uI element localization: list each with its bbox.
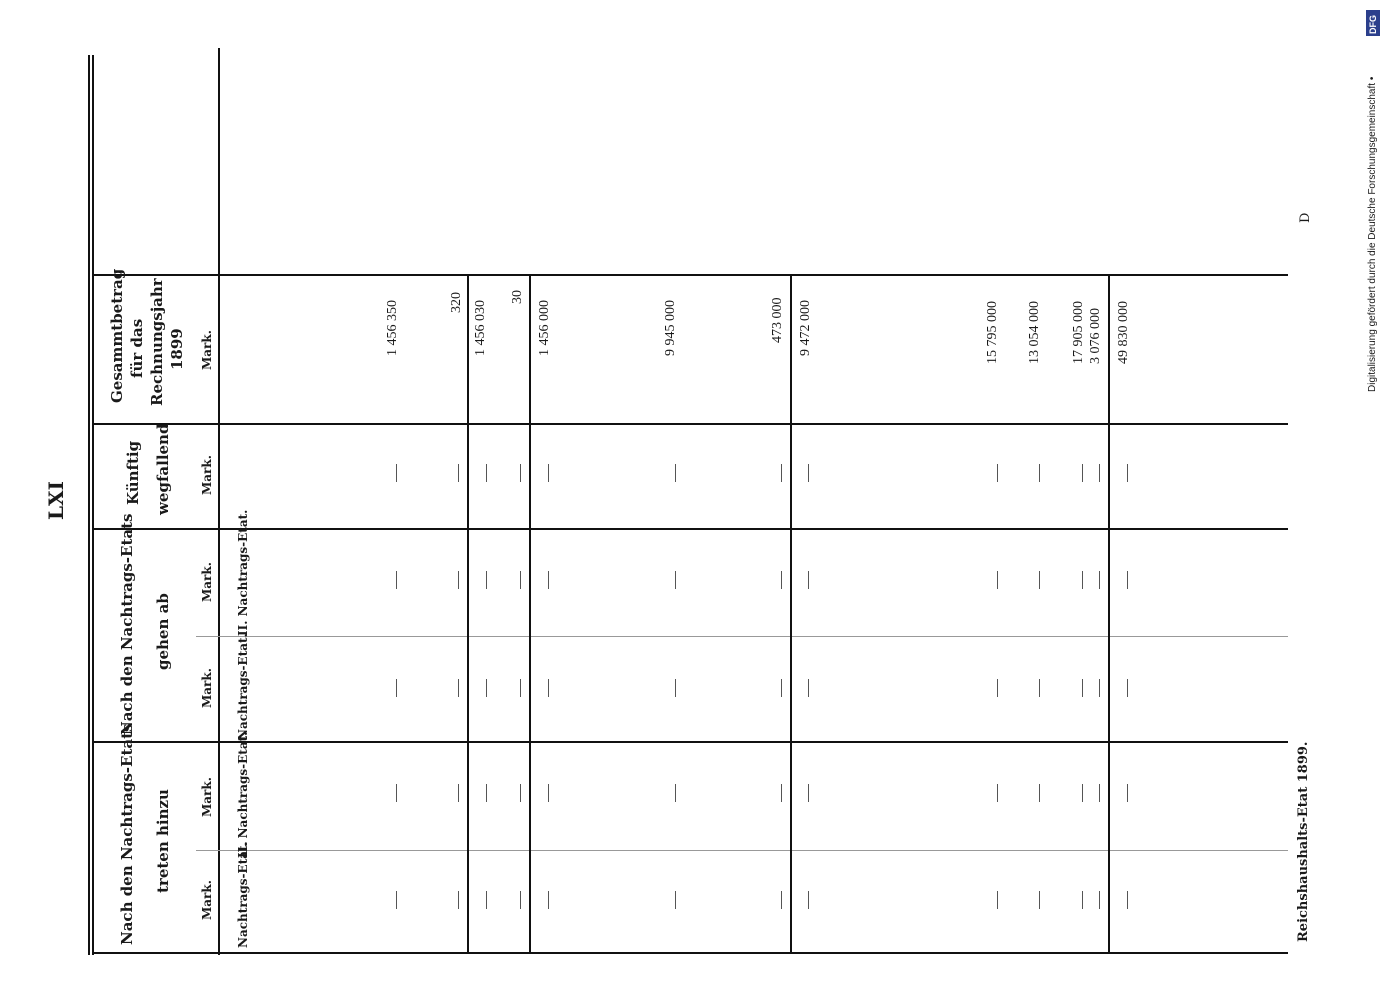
empty-cell-dash [396,679,397,697]
empty-cell-dash [458,679,459,697]
empty-cell-dash [396,784,397,802]
value-cell: 15 795 000 [985,301,1000,364]
empty-cell-dash [997,464,998,482]
empty-cell-dash [1082,571,1083,589]
value-cell: 320 [449,292,464,313]
header-ab-line2: gehen ab [154,593,172,670]
empty-cell-dash [486,679,487,697]
empty-cell-dash [458,891,459,909]
unit-hinzu-1: Mark. [200,880,214,920]
empty-cell-dash [458,571,459,589]
empty-cell-dash [1039,784,1040,802]
empty-cell-dash [781,891,782,909]
empty-cell-dash [675,464,676,482]
value-cell: 30 [510,290,525,304]
empty-cell-dash [808,891,809,909]
value-cell: 1 456 350 [385,300,400,356]
dfg-logo [1366,10,1380,36]
empty-cell-dash [1039,571,1040,589]
value-cell: 473 000 [770,297,785,343]
table-left-border-inner [92,55,94,955]
empty-cell-dash [675,784,676,802]
empty-cell-dash [1099,784,1100,802]
header-gesamt-line4: 1899 [168,328,186,370]
unit-kuenftig: Mark. [200,455,214,495]
header-gesamt-line3: Rechnungsjahr [148,278,166,406]
header-hinzu-line1: Nach den Nachtrags-Etats [118,723,136,945]
unit-ab-1: Mark. [200,668,214,708]
value-cell: 13 054 000 [1027,301,1042,364]
subheader-hinzu-1: Nachtrags-Etat. [236,841,250,948]
empty-cell-dash [520,784,521,802]
empty-cell-dash [520,679,521,697]
header-hinzu-line2: treten hinzu [154,789,172,893]
subheader-hinzu-2: II. Nachtrags-Etat. [236,731,250,858]
empty-cell-dash [548,571,549,589]
subcol-sep-hinzu [196,850,1288,851]
empty-cell-dash [396,891,397,909]
empty-cell-dash [997,571,998,589]
page-number: LXI [44,481,68,520]
unit-hinzu-2: Mark. [200,777,214,817]
empty-cell-dash [486,784,487,802]
empty-cell-dash [548,891,549,909]
empty-cell-dash [1099,464,1100,482]
subheader-ab-2: II. Nachtrags-Etat. [236,509,250,636]
header-body-separator [218,48,220,955]
empty-cell-dash [997,679,998,697]
header-ab-line1: Nach den Nachtrags-Etats [118,513,136,735]
empty-cell-dash [1039,891,1040,909]
empty-cell-dash [1082,679,1083,697]
empty-cell-dash [458,464,459,482]
value-cell: 3 076 000 [1088,308,1103,364]
empty-cell-dash [675,571,676,589]
empty-cell-dash [548,679,549,697]
empty-cell-dash [1127,464,1128,482]
empty-cell-dash [1039,464,1040,482]
empty-cell-dash [808,784,809,802]
empty-cell-dash [520,571,521,589]
empty-cell-dash [781,679,782,697]
empty-cell-dash [781,464,782,482]
empty-cell-dash [1039,679,1040,697]
empty-cell-dash [486,891,487,909]
value-cell: 1 456 030 [473,300,488,356]
empty-cell-dash [1099,571,1100,589]
empty-cell-dash [1127,679,1128,697]
section-line-4 [1108,276,1110,954]
empty-cell-dash [548,784,549,802]
subcol-sep-ab [196,636,1288,637]
empty-cell-dash [1127,891,1128,909]
signature-letter: D [1298,212,1313,223]
value-cell: 1 456 000 [537,300,552,356]
empty-cell-dash [808,464,809,482]
footer-text: Reichshaushalts-Etat 1899. [1296,741,1311,942]
empty-cell-dash [1099,679,1100,697]
empty-cell-dash [486,571,487,589]
empty-cell-dash [1127,571,1128,589]
empty-cell-dash [458,784,459,802]
table-left-border-outer [88,55,90,955]
empty-cell-dash [548,464,549,482]
header-kuenftig-line1: Künftig [124,440,142,505]
empty-cell-dash [1127,784,1128,802]
empty-cell-dash [808,571,809,589]
header-gesamt-line2: für das [128,318,146,378]
empty-cell-dash [520,891,521,909]
empty-cell-dash [1082,784,1083,802]
empty-cell-dash [396,571,397,589]
header-gesamt-line1: Gesammtbetrag [108,268,126,403]
empty-cell-dash [781,571,782,589]
dfg-logo-text: DFG [1368,15,1378,34]
empty-cell-dash [997,784,998,802]
empty-cell-dash [1082,891,1083,909]
value-cell: 17 905 000 [1071,301,1086,364]
empty-cell-dash [675,679,676,697]
header-kuenftig-line2: wegfallend [154,423,172,515]
value-cell: 9 945 000 [663,300,678,356]
value-cell: 9 472 000 [798,300,813,356]
section-line-3 [790,276,792,954]
empty-cell-dash [781,784,782,802]
section-line-2 [529,276,531,954]
unit-gesamt: Mark. [200,330,214,370]
digitization-note: Digitalisierung gefördert durch die Deutsche Forschungsgemeinschaft • [1367,76,1378,392]
empty-cell-dash [808,679,809,697]
unit-ab-2: Mark. [200,562,214,602]
empty-cell-dash [1082,464,1083,482]
section-line-1 [467,276,469,954]
empty-cell-dash [675,891,676,909]
empty-cell-dash [997,891,998,909]
empty-cell-dash [520,464,521,482]
empty-cell-dash [486,464,487,482]
empty-cell-dash [1099,891,1100,909]
value-cell: 49 830 000 [1116,301,1131,364]
subheader-ab-1: Nachtrags-Etat. [236,633,250,740]
empty-cell-dash [396,464,397,482]
